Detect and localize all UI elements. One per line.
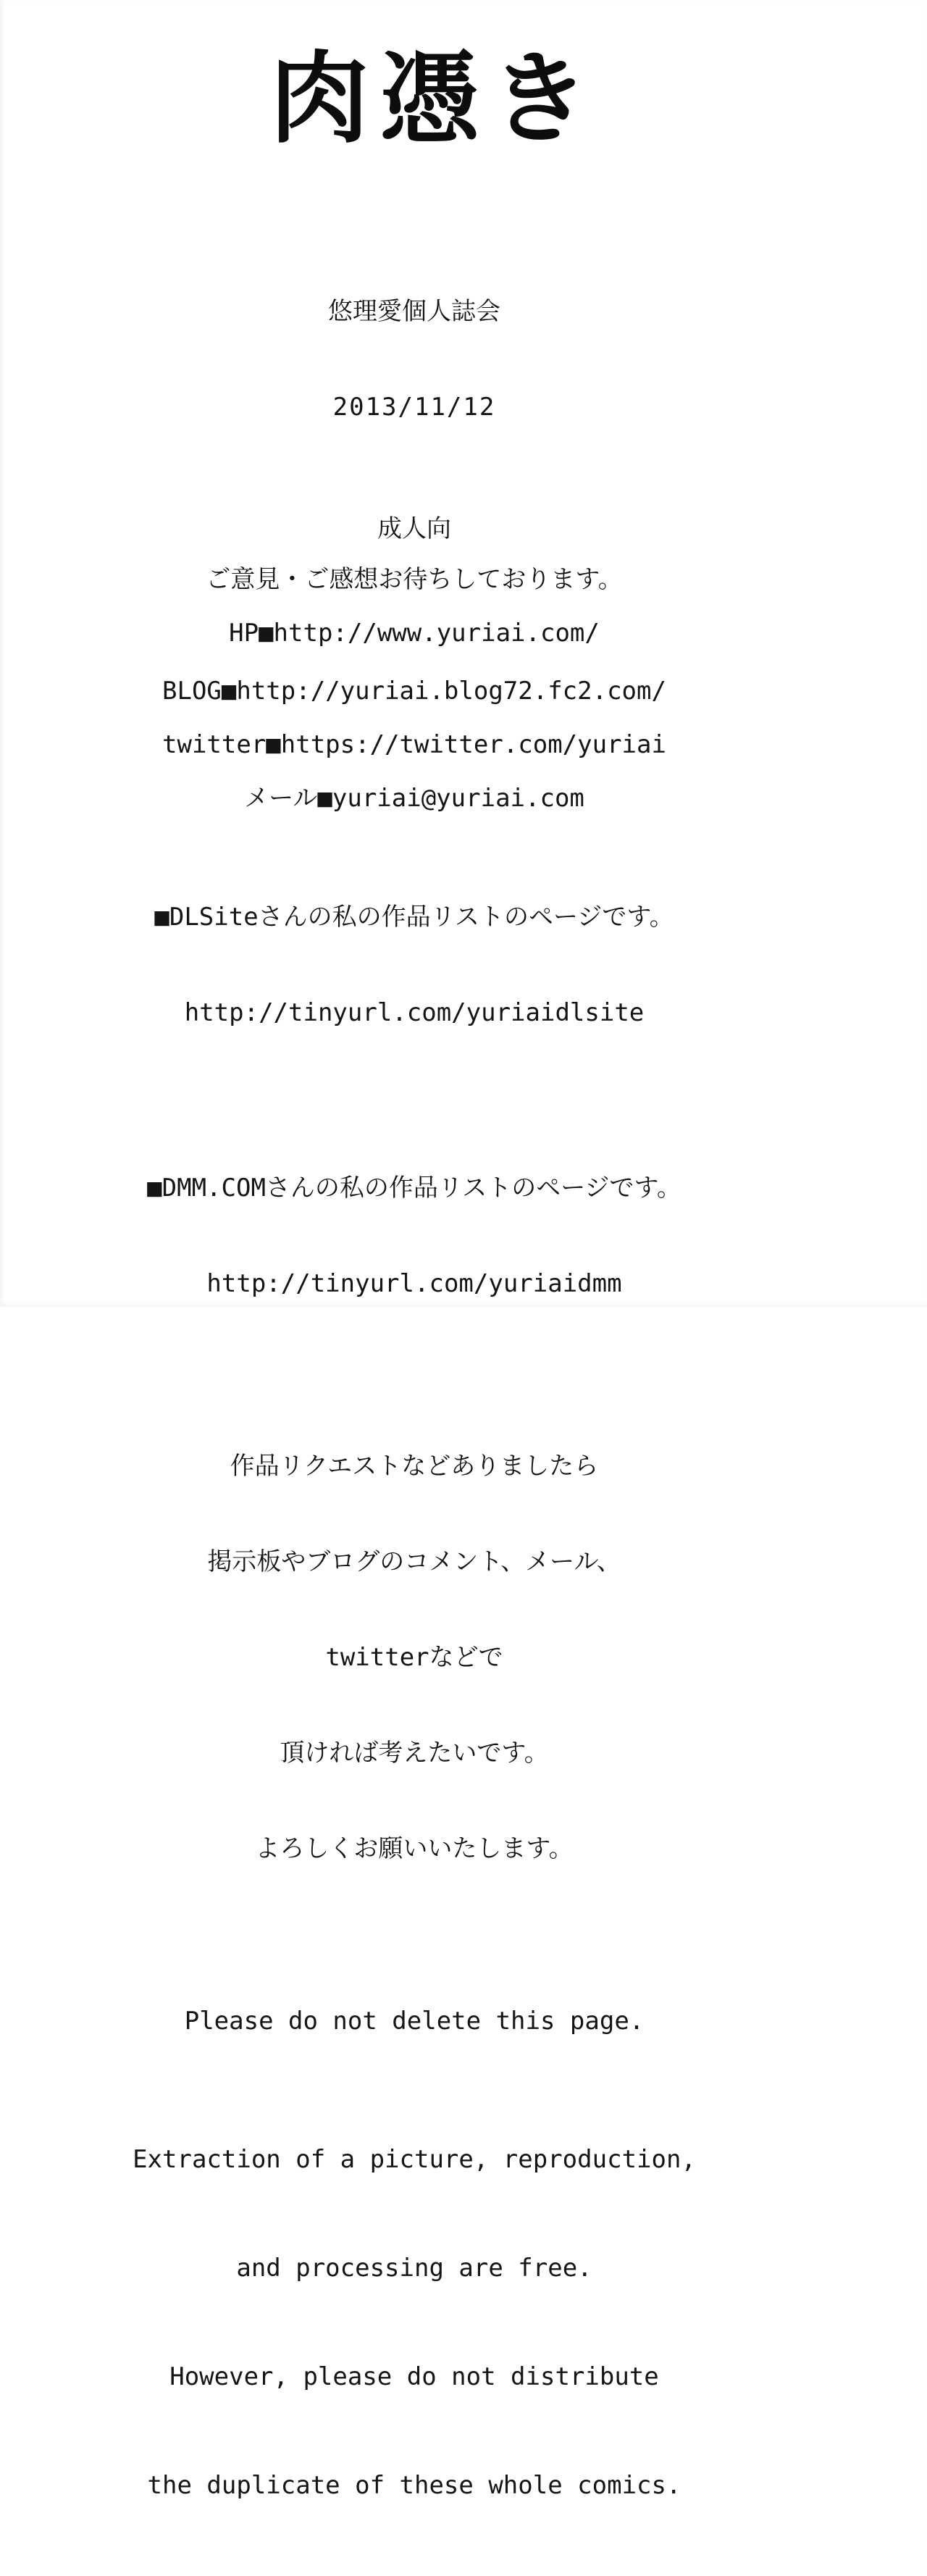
publish-date: 2013/11/12 <box>332 393 496 422</box>
request-line: 作品リクエストなどありましたら <box>230 1452 599 1481</box>
email-line: メール■yuriai@yuriai.com <box>244 784 584 813</box>
dlsite-heading: ■DLSiteさんの私の作品リストのページです。 <box>154 903 674 932</box>
license-line: However, please do not distribute <box>169 2362 659 2391</box>
publisher-info <box>0 232 878 487</box>
dlsite-section <box>0 837 878 1092</box>
license-line: the duplicate of these whole comics. <box>147 2471 681 2500</box>
dmm-heading: ■DMM.COMさんの私の作品リストのページです。 <box>147 1174 681 1203</box>
blog-url-line: BLOG■http://yuriai.blog72.fc2.com/ <box>162 677 666 706</box>
rating-label: 成人向 <box>377 514 451 543</box>
twitter-url-line: twitter■https://twitter.com/yuriai <box>162 730 666 759</box>
request-line: よろしくお願いいたします。 <box>255 1834 574 1863</box>
dmm-section <box>0 1108 878 1363</box>
license-paragraph <box>0 2069 878 2576</box>
request-line: 頂ければ考えたいです。 <box>280 1739 549 1768</box>
circle-name: 悠理愛個人誌会 <box>328 297 500 326</box>
license-line: Extraction of a picture, reproduction, <box>133 2145 696 2174</box>
license-line: and processing are free. <box>236 2254 592 2283</box>
request-line: twitterなどで <box>325 1643 503 1672</box>
request-paragraph <box>0 1387 878 1928</box>
request-line: 掲示板やブログのコメント、メール、 <box>207 1547 621 1576</box>
dmm-url: http://tinyurl.com/yuriaidmm <box>206 1269 622 1298</box>
do-not-delete-notice: Please do not delete this page. <box>184 2007 645 2036</box>
feedback-message: ご意見・ご感想お待ちしております。 <box>206 565 623 594</box>
page-title: 肉憑き <box>269 39 600 157</box>
dlsite-url: http://tinyurl.com/yuriaidlsite <box>184 998 645 1027</box>
homepage-url-line: HP■http://www.yuriai.com/ <box>229 619 600 648</box>
